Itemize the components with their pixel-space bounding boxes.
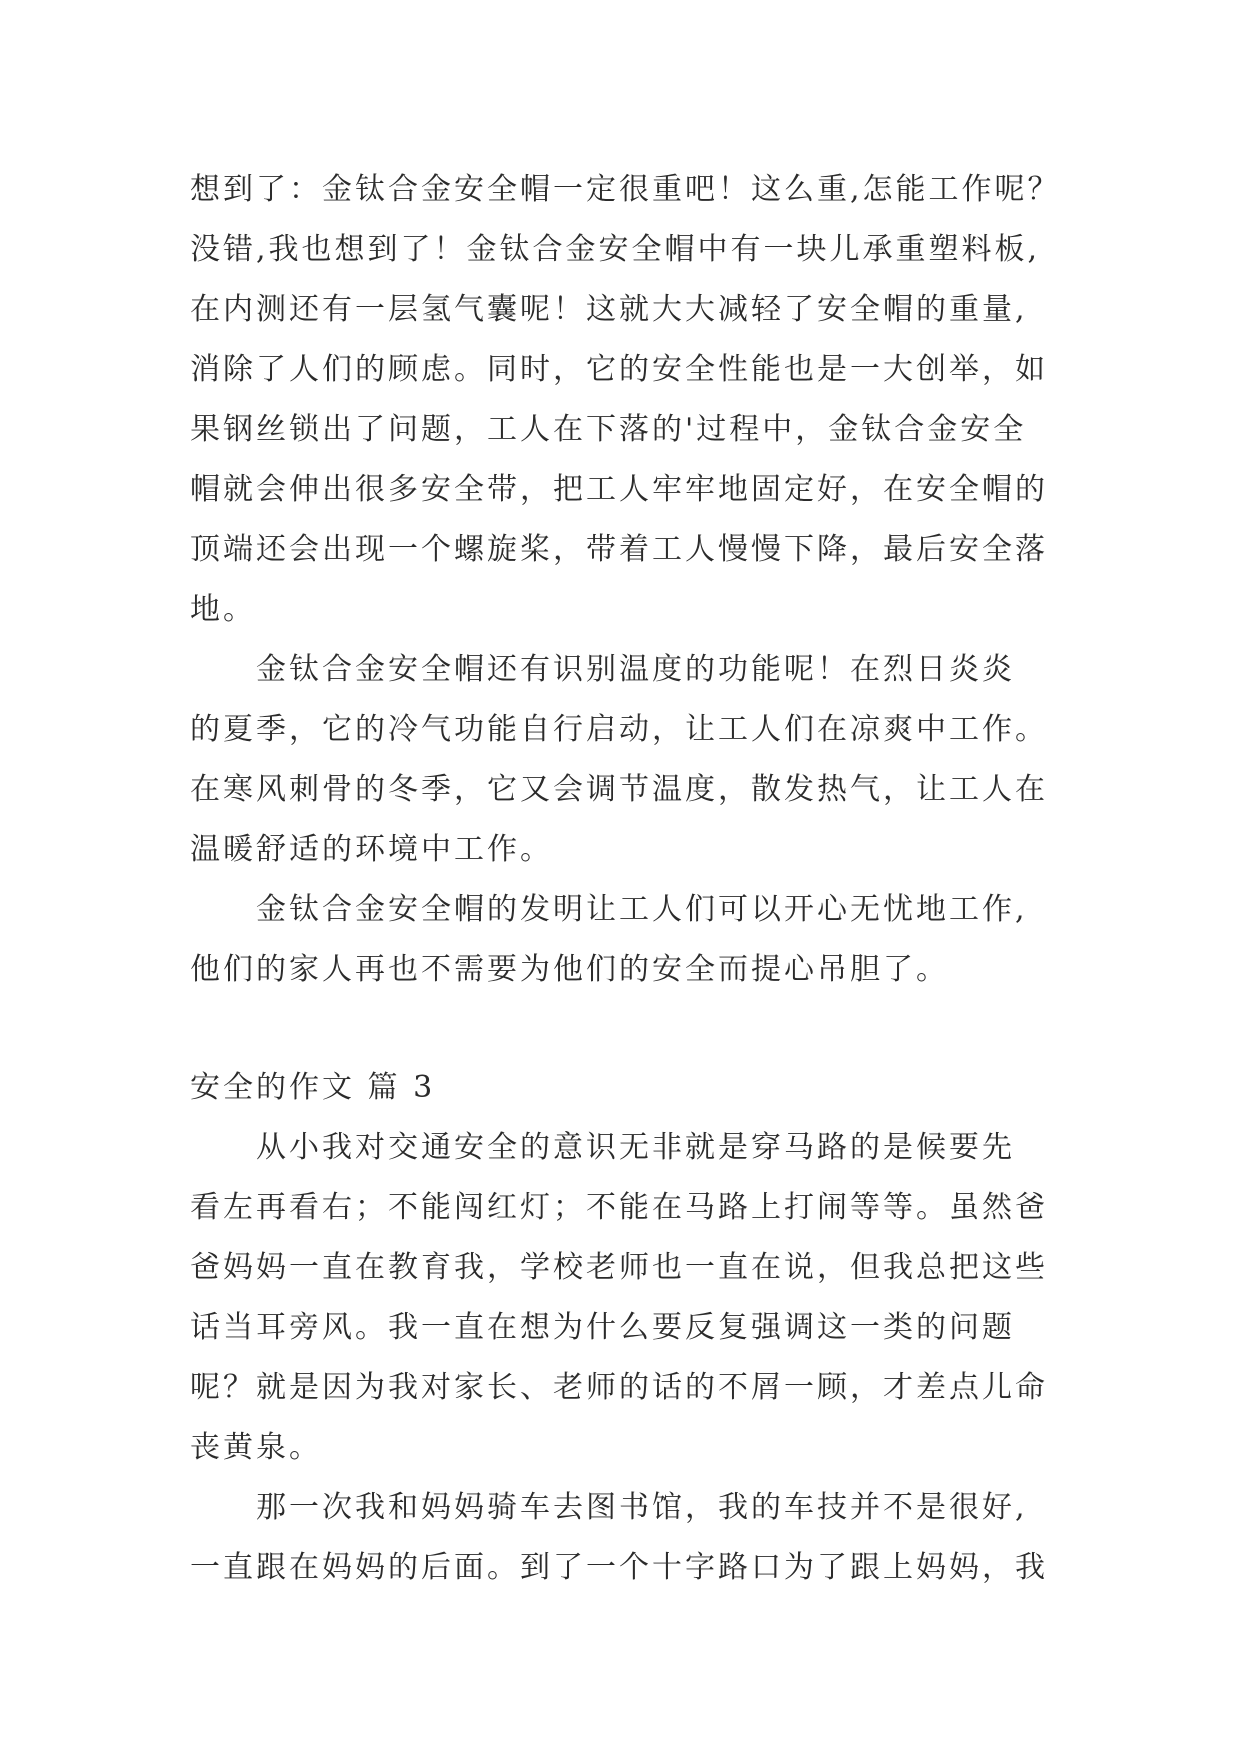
- text-line: 在寒风刺骨的冬季，它又会调节温度，散发热气，让工人在: [190, 772, 1048, 807]
- text-line: 金钛合金安全帽还有识别温度的功能呢！在烈日炎炎: [256, 652, 1015, 687]
- section-heading: 安全的作文 篇 3: [190, 1070, 436, 1105]
- text-line: 他们的家人再也不需要为他们的安全而提心吊胆了。: [190, 952, 949, 987]
- text-line: 一直跟在妈妈的后面。到了一个十字路口为了跟上妈妈，我: [190, 1550, 1048, 1585]
- text-line: 顶端还会出现一个螺旋桨，带着工人慢慢下降，最后安全落: [190, 532, 1048, 567]
- text-line: 消除了人们的顾虑。同时，它的安全性能也是一大创举，如: [190, 352, 1048, 387]
- text-line: 的夏季，它的冷气功能自行启动，让工人们在凉爽中工作。: [190, 712, 1048, 747]
- text-line: 果钢丝锁出了问题，工人在下落的'过程中，金钛合金安全: [190, 412, 1027, 447]
- text-line: 没错,我也想到了！金钛合金安全帽中有一块儿承重塑料板,: [190, 232, 1041, 267]
- text-line: 温暖舒适的环境中工作。: [190, 832, 553, 867]
- text-line: 地。: [190, 592, 256, 627]
- text-line: 从小我对交通安全的意识无非就是穿马路的是候要先: [256, 1130, 1015, 1165]
- text-line: 丧黄泉。: [190, 1430, 322, 1465]
- text-line: 想到了：金钛合金安全帽一定很重吧！这么重,怎能工作呢？: [190, 172, 1061, 207]
- text-line: 帽就会伸出很多安全带，把工人牢牢地固定好，在安全帽的: [190, 472, 1048, 507]
- paragraph-continuation: [190, 160, 1070, 640]
- text-line: 话当耳旁风。我一直在想为什么要反复强调这一类的问题: [190, 1310, 1015, 1345]
- paragraph-temperature: [190, 640, 1070, 880]
- text-line: 呢？就是因为我对家长、老师的话的不屑一顾，才差点儿命: [190, 1370, 1048, 1405]
- text-line: 看左再看右；不能闯红灯；不能在马路上打闹等等。虽然爸: [190, 1190, 1048, 1225]
- text-line: 金钛合金安全帽的发明让工人们可以开心无忧地工作,: [256, 892, 1028, 927]
- text-line: 在内测还有一层氢气囊呢！这就大大减轻了安全帽的重量,: [190, 292, 1028, 327]
- paragraph-invention: [190, 880, 1070, 1000]
- paragraph-library: [190, 1478, 1070, 1598]
- text-line: 爸妈妈一直在教育我，学校老师也一直在说，但我总把这些: [190, 1250, 1048, 1285]
- paragraph-traffic: [190, 1118, 1070, 1478]
- text-line: 那一次我和妈妈骑车去图书馆，我的车技并不是很好,: [256, 1490, 1028, 1525]
- document-body: [190, 160, 1070, 1598]
